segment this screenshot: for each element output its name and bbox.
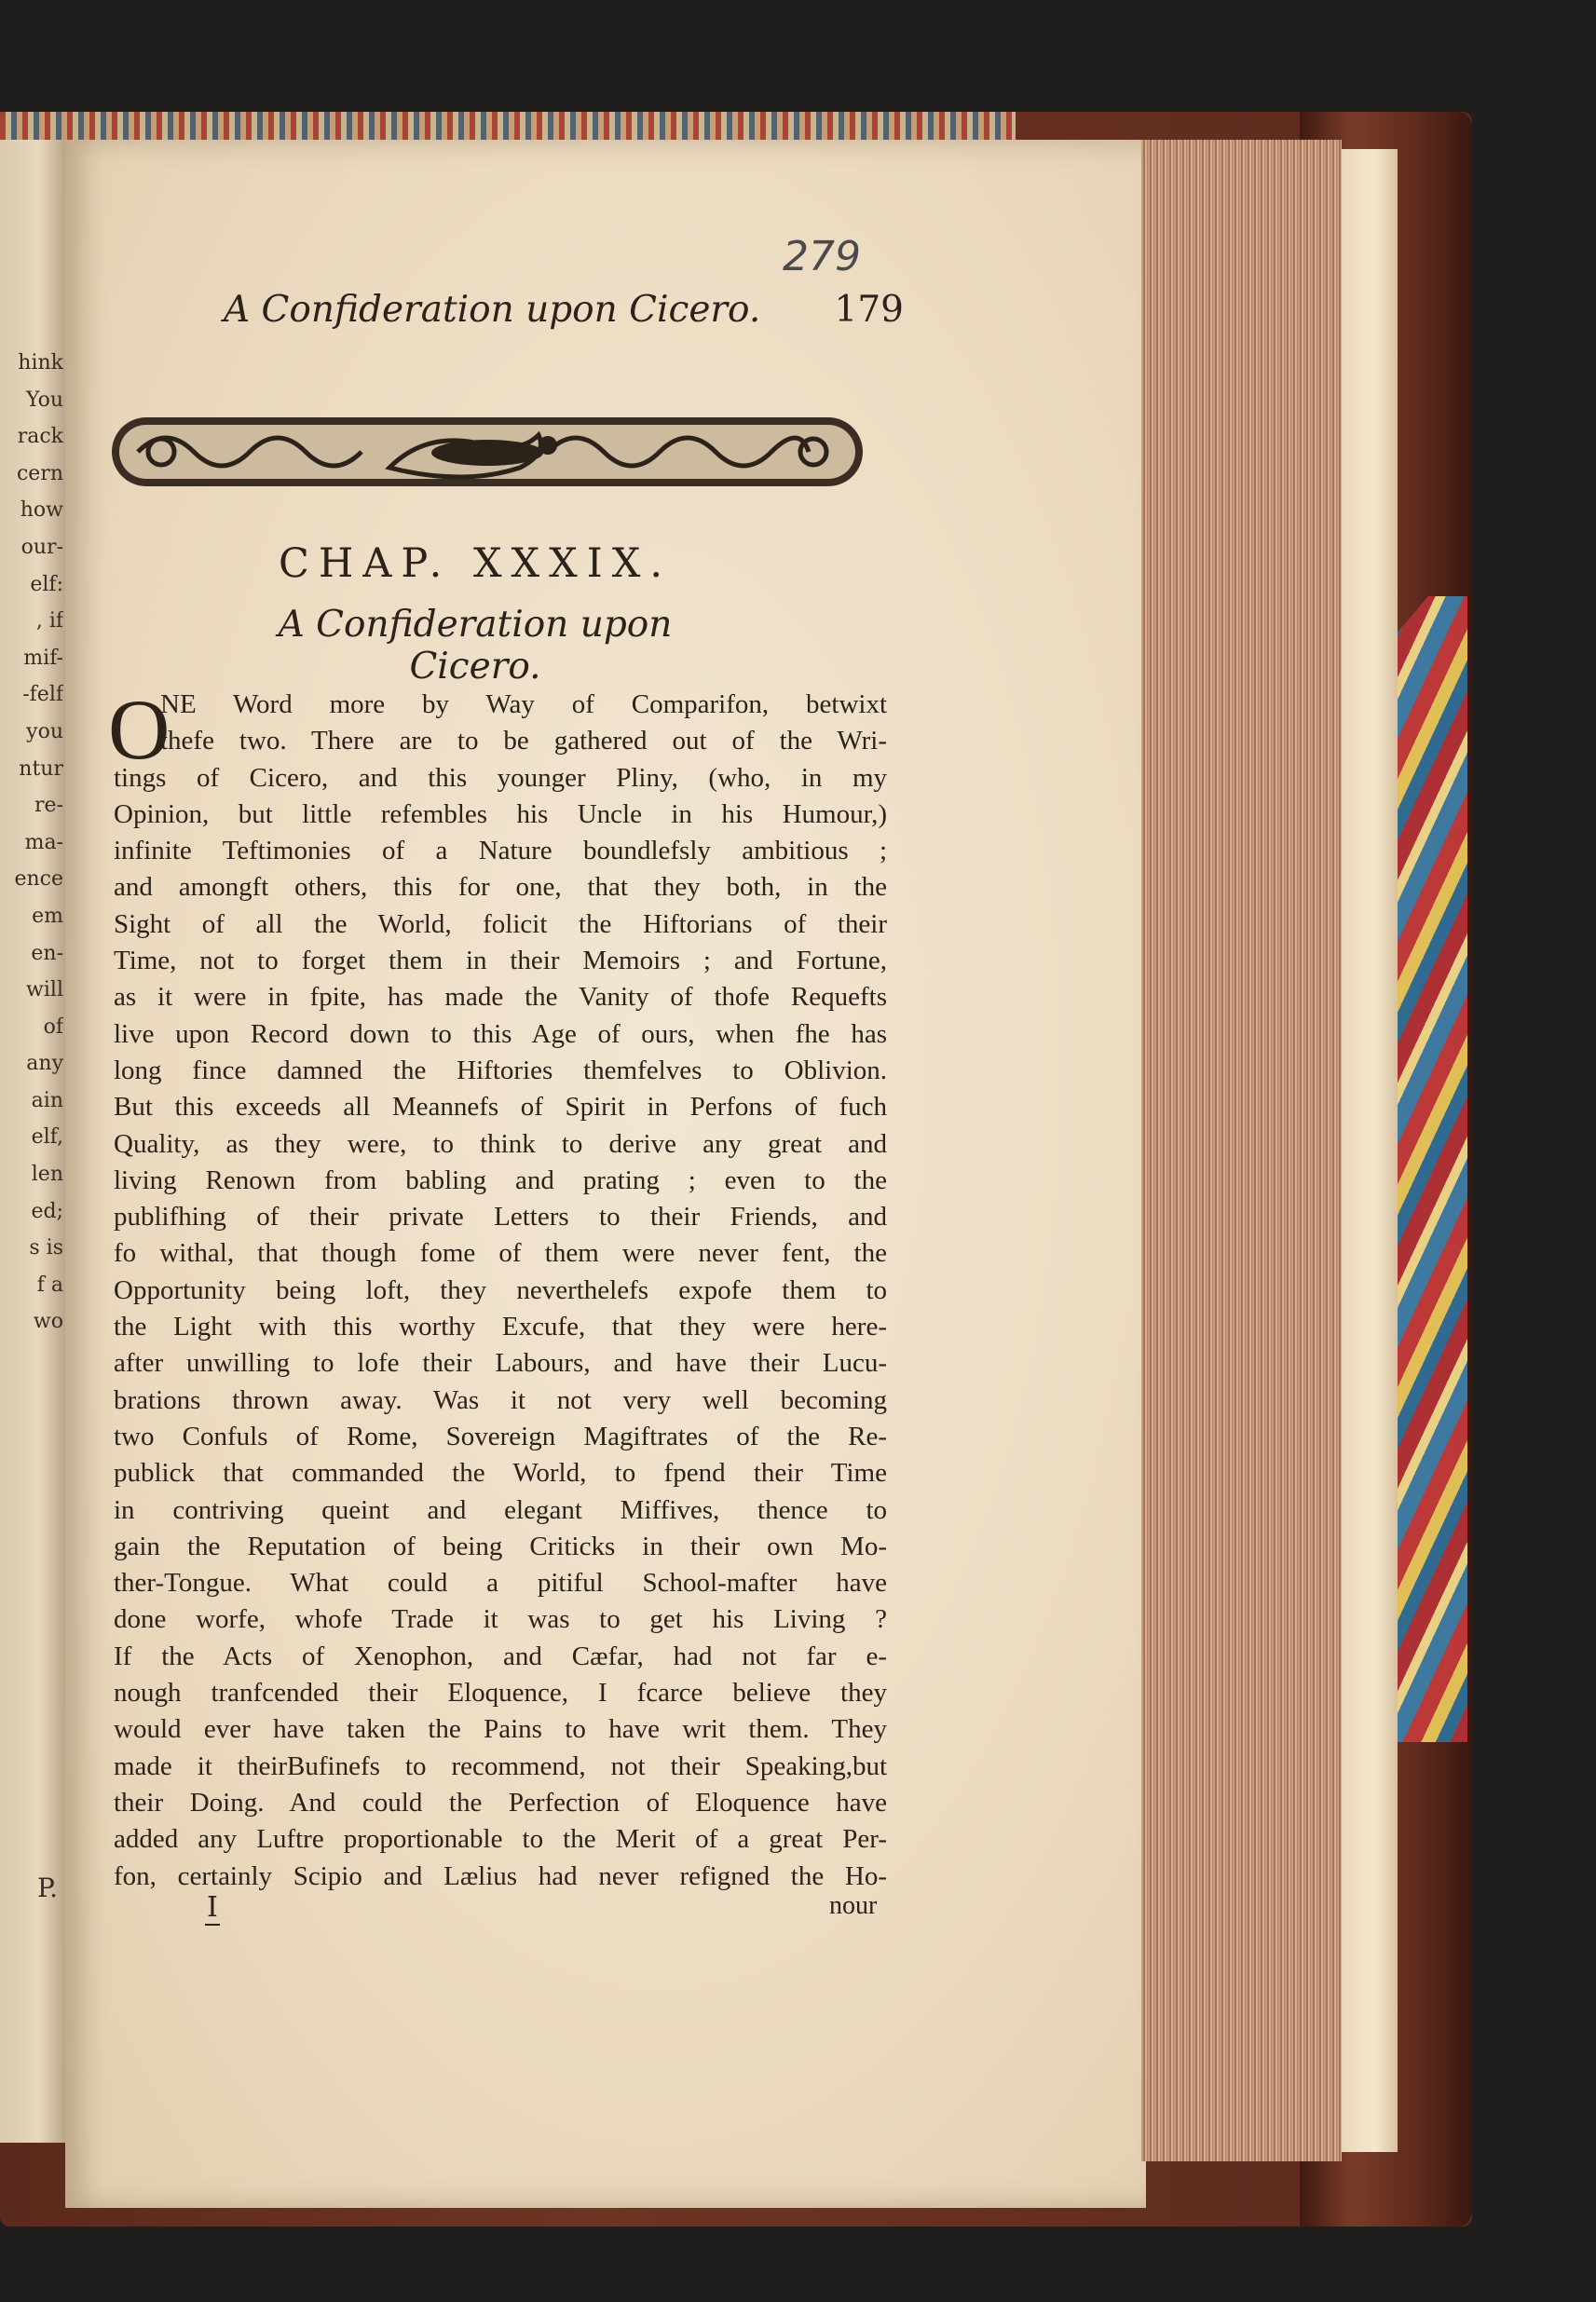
text-line: done worfe, whofe Trade it was to get his Living ? <box>114 1604 887 1635</box>
page-block-light <box>1342 149 1398 2152</box>
previous-page-fragment: em <box>32 904 63 928</box>
text-line: added any Luftre proportionable to the Merit of a great Per- <box>114 1824 887 1855</box>
previous-page-fragment: ed; <box>31 1199 63 1223</box>
body-text <box>114 687 887 1895</box>
previous-page-fragment: of <box>43 1015 63 1039</box>
previous-page-fragment: our- <box>20 535 63 559</box>
text-line: after unwilling to lofe their Labours, and have their Lucu- <box>114 1348 887 1379</box>
previous-page-fragment: en- <box>31 941 63 965</box>
page-block-edge <box>1141 140 1342 2161</box>
page-number: 179 <box>834 289 904 331</box>
text-line: long fince damned the Hiftories themfelves to Oblivion. <box>114 1055 887 1085</box>
text-line: Quality, as they were, to think to derive any great and <box>114 1128 887 1159</box>
previous-page-fragment: ma- <box>24 830 63 854</box>
text-line: NE Word more by Way of Comparifon, betwixt <box>160 689 887 719</box>
previous-page-fragment: f a <box>36 1273 63 1297</box>
previous-page-fragment: how <box>20 498 63 523</box>
text-line: Time, not to forget them in their Memoirs ; and Fortune, <box>114 946 887 976</box>
text-line: If the Acts of Xenophon, and Cæfar, had not far e- <box>114 1641 887 1671</box>
text-line: Opportunity being loft, they neverthelefs expofe them to <box>114 1274 887 1305</box>
running-head-title: A Confideration upon Cicero. <box>224 289 761 331</box>
text-line: But this exceeds all Meannefs of Spirit in Perfons of fuch <box>114 1092 887 1123</box>
text-line: infinite Teftimonies of a Nature boundlefsly ambitious ; <box>114 836 887 866</box>
previous-page-fragment: re- <box>34 794 63 818</box>
text-line: gain the Reputation of being Criticks in their own Mo- <box>114 1531 887 1561</box>
signature-mark: I <box>207 1891 218 1924</box>
previous-page-fragment: elf, <box>31 1125 63 1150</box>
previous-page-fragment: wo <box>33 1310 63 1334</box>
text-line: Opinion, but little refembles his Uncle in his Humour,) <box>114 798 887 829</box>
previous-page-mark: P. <box>37 1873 59 1903</box>
previous-page-fragment: elf: <box>30 572 63 596</box>
text-line: thefe two. There are to be gathered out of the Wri- <box>160 726 887 756</box>
previous-page-fragment: rack <box>17 425 63 449</box>
text-line: and amongft others, this for one, that they both, in the <box>114 872 887 903</box>
text-line: fo withal, that though fome of them were never fent, the <box>114 1238 887 1269</box>
ornamental-headpiece <box>110 412 865 492</box>
previous-page-fragment: -felf <box>22 683 63 707</box>
previous-page-fragment: mif- <box>23 646 63 670</box>
text-line: would ever have taken the Pains to have writ them. They <box>114 1714 887 1745</box>
previous-page-fragment: hink <box>18 351 63 375</box>
text-line: live upon Record down to this Age of ours, when fhe has <box>114 1018 887 1049</box>
drop-cap: O <box>108 682 171 777</box>
previous-page-fragment: will <box>26 978 63 1002</box>
text-line: as it were in fpite, has made the Vanity of thofe Requefts <box>114 982 887 1013</box>
chapter-heading: CHAP. XXXIX. <box>278 540 673 587</box>
previous-page-fragment: You <box>25 388 63 412</box>
text-line: ther-Tongue. What could a pitiful School-mafter have <box>114 1568 887 1599</box>
previous-page-fragment: ence <box>14 867 63 892</box>
previous-page-fragment: cern <box>16 461 63 485</box>
text-line: the Light with this worthy Excufe, that they were here- <box>114 1312 887 1342</box>
previous-page-fragment: s is <box>29 1236 63 1260</box>
text-line: publifhing of their private Letters to their Friends, and <box>114 1202 887 1233</box>
previous-page-fragment: ain <box>31 1088 63 1112</box>
handwritten-page-number: 279 <box>783 233 861 280</box>
text-line: nough tranfcended their Eloquence, I fcarce believe they <box>114 1678 887 1709</box>
previous-page-fragment: you <box>26 719 63 743</box>
catchword: nour <box>829 1891 878 1920</box>
previous-page-fragment: , if <box>35 609 63 633</box>
text-line: Sight of all the World, folicit the Hiftorians of their <box>114 908 887 939</box>
text-line: brations thrown away. Was it not very well becoming <box>114 1384 887 1415</box>
previous-page-fragment: len <box>31 1163 63 1187</box>
text-line: living Renown from babling and prating ; even to the <box>114 1165 887 1195</box>
chapter-subtitle: A Confideration upon Cicero. <box>278 604 673 688</box>
text-line: their Doing. And could the Perfection of Eloquence have <box>114 1787 887 1818</box>
text-line: two Confuls of Rome, Sovereign Magiftrates of the Re- <box>114 1421 887 1451</box>
text-line: fon, certainly Scipio and Lælius had never refigned the Ho- <box>114 1860 887 1891</box>
text-line: tings of Cicero, and this younger Pliny, (who, in my <box>114 762 887 793</box>
previous-page-fragment: ntur <box>19 756 63 781</box>
previous-page-fragment: any <box>26 1052 63 1076</box>
text-line: publick that commanded the World, to fpend their Time <box>114 1458 887 1489</box>
text-line: made it theirBufinefs to recommend, not their Speaking,but <box>114 1750 887 1781</box>
text-line: in contriving queint and elegant Miffives, thence to <box>114 1494 887 1525</box>
previous-page-fragments <box>0 345 63 1341</box>
